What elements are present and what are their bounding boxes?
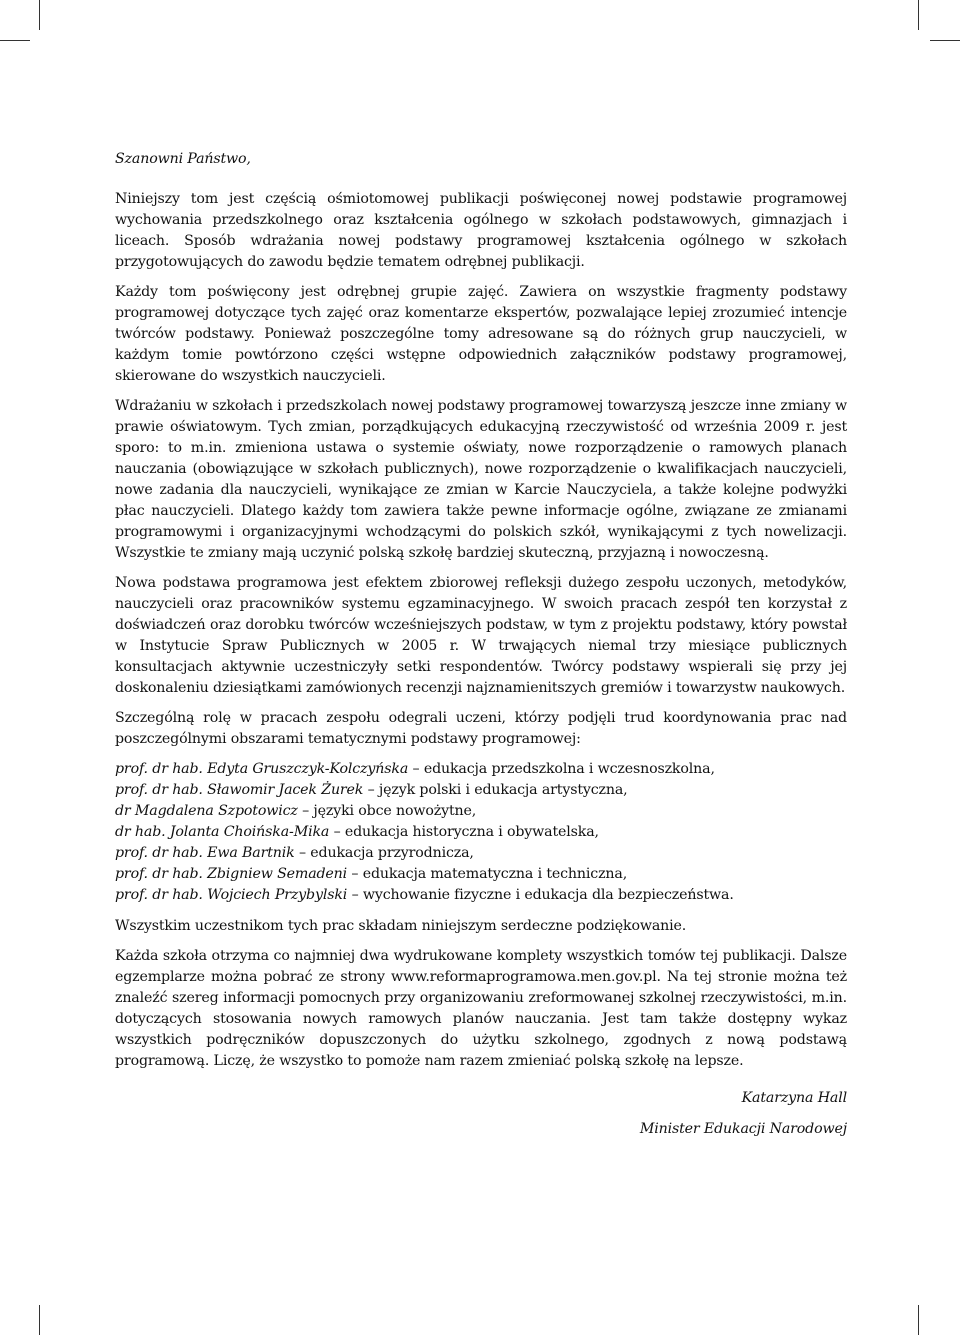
signature-name: Katarzyna Hall xyxy=(741,1090,847,1106)
paragraph-changes: Wdrażaniu w szkołach i przedszkolach nowej podstawy programowej towarzyszą jeszcze inne zmiany w prawie oświatowym. Tych zmian, porządkujących edukacyjną rzeczywistość od września 2009 r. jest sporo: to m.in. zmieniona ustawa o systemie oświaty, nowe rozporządzenie o ramowych planach nauczania (obowiązujące w szkołach publicznych), nowe rozporządzenie o kwalifikacjach nauczycieli, nowe zadania dla nauczycieli, wynikające ze zmian w Karcie Nauczyciela, a także kolejne podwyżki płac nauczycieli. Dlatego każdy tom zawiera także pewne informacje ogólne, związane ze zmianami programowymi i organizacyjnymi wchodzącymi do polskich szkół, wynikającymi z tych nowelizacji. Wszystkie te zmiany mają uczynić polską szkołę bardziej skuteczną, przyjazną i nowoczesną. xyxy=(115,398,847,561)
coordinator-area: – edukacja przedszkolna i wczesnoszkolna, xyxy=(408,761,715,777)
coordinator-area: – języki obce nowożytne, xyxy=(297,803,477,819)
paragraph-thanks: Wszystkim uczestnikom tych prac składam niniejszym serdeczne podziękowanie. xyxy=(115,918,687,934)
crop-mark-top-right-vertical xyxy=(918,0,919,30)
list-item xyxy=(115,885,847,906)
paragraph-volumes: Każdy tom poświęcony jest odrębnej grupie zajęć. Zawiera on wszystkie fragmenty podstawy programowej dotyczące tych zajęć oraz komentarze ekspertów, pozwalające lepiej zrozumieć intencje twórców podstawy. Ponieważ poszczególne tomy adresowane są do różnych grup nauczycieli, w każdym tomie powtórzono części wstępne odpowiednich załączników podstawy programowej, skierowane do wszystkich nauczycieli. xyxy=(115,284,847,384)
coordinator-name: prof. dr hab. Sławomir Jacek Żurek xyxy=(115,782,364,798)
coordinator-area: – wychowanie fizyczne i edukacja dla bezpieczeństwa. xyxy=(347,887,734,903)
coordinator-name: dr hab. Jolanta Choińska-Mika xyxy=(115,824,330,840)
paragraph-intro: Niniejszy tom jest częścią ośmiotomowej publikacji poświęconej nowej podstawie programowej wychowania przedszkolnego oraz kształcenia ogólnego w szkołach podstawowych, gimnazjach i liceach. Sposób wdrażania nowej podstawy programowej kształcenia ogólnego w szkołach przygotowujących do zawodu będzie tematem odrębnej publikacji. xyxy=(115,191,847,270)
list-item xyxy=(115,759,847,780)
coordinator-name: prof. dr hab. Edyta Gruszczyk-Kolczyńska xyxy=(115,761,409,777)
paragraph-team: Nowa podstawa programowa jest efektem zbiorowej refleksji dużego zespołu uczonych, metodyków, nauczycieli oraz pracowników systemu egzaminacyjnego. W swoich pracach zespół ten korzystał z doświadczeń oraz dorobku twórców wcześniejszych podstaw, w tym z projektu podstawy, który powstał w Instytucie Spraw Publicznych w 2005 r. W trwających niemal trzy miesiące publicznych konsultacjach aktywnie uczestniczyły setki respondentów. Twórcy podstawy wspierali się przy jej doskonaleniu dziesiątkami zamówionych recenzji najznamienitszych gremiów i towarzystw naukowych. xyxy=(115,575,847,696)
coordinator-area: – edukacja historyczna i obywatelska, xyxy=(329,824,599,840)
crop-mark-bottom-right-vertical xyxy=(918,1305,919,1335)
crop-mark-top-right-horizontal xyxy=(930,40,960,41)
list-item xyxy=(115,801,847,822)
list-item xyxy=(115,780,847,801)
salutation: Szanowni Państwo, xyxy=(115,151,251,167)
paragraph-distribution: Każda szkoła otrzyma co najmniej dwa wydrukowane komplety wszystkich tomów tej publikacji. Dalsze egzemplarze można pobrać ze strony www.reformaprogramowa.men.gov.pl. Na tej stronie można też znaleźć szereg informacji pomocnych przy organizowaniu zreformowanej szkolnej rzeczywistości, m.in. dotyczących stosowania nowych ramowych planów nauczania. Jest tam także dostępny wykaz wszystkich podręczników dopuszczonych do użytku szkolnego, zgodnych z nową podstawą programową. Liczę, że wszystko to pomoże nam razem zmieniać polską szkołę na lepsze. xyxy=(115,948,847,1069)
crop-mark-top-left-vertical xyxy=(39,0,40,30)
coordinator-name: prof. dr hab. Wojciech Przybylski xyxy=(115,887,348,903)
signature-title: Minister Edukacji Narodowej xyxy=(639,1121,847,1137)
list-item xyxy=(115,864,847,885)
coordinator-name: prof. dr hab. Ewa Bartnik xyxy=(115,845,295,861)
letter-body xyxy=(115,149,847,1140)
coordinator-area: – język polski i edukacja artystyczna, xyxy=(363,782,628,798)
coordinator-name: dr Magdalena Szpotowicz xyxy=(115,803,298,819)
coordinator-area: – edukacja matematyczna i techniczna, xyxy=(347,866,628,882)
paragraph-coordinators: Szczególną rolę w pracach zespołu odegrali uczeni, którzy podjęli trud koordynowania prac nad poszczególnymi obszarami tematycznymi podstawy programowej: xyxy=(115,710,847,747)
list-item xyxy=(115,843,847,864)
coordinator-list xyxy=(115,759,847,906)
crop-mark-top-left-horizontal xyxy=(0,40,30,41)
coordinator-name: prof. dr hab. Zbigniew Semadeni xyxy=(115,866,348,882)
crop-mark-bottom-left-vertical xyxy=(39,1305,40,1335)
list-item xyxy=(115,822,847,843)
coordinator-area: – edukacja przyrodnicza, xyxy=(294,845,474,861)
